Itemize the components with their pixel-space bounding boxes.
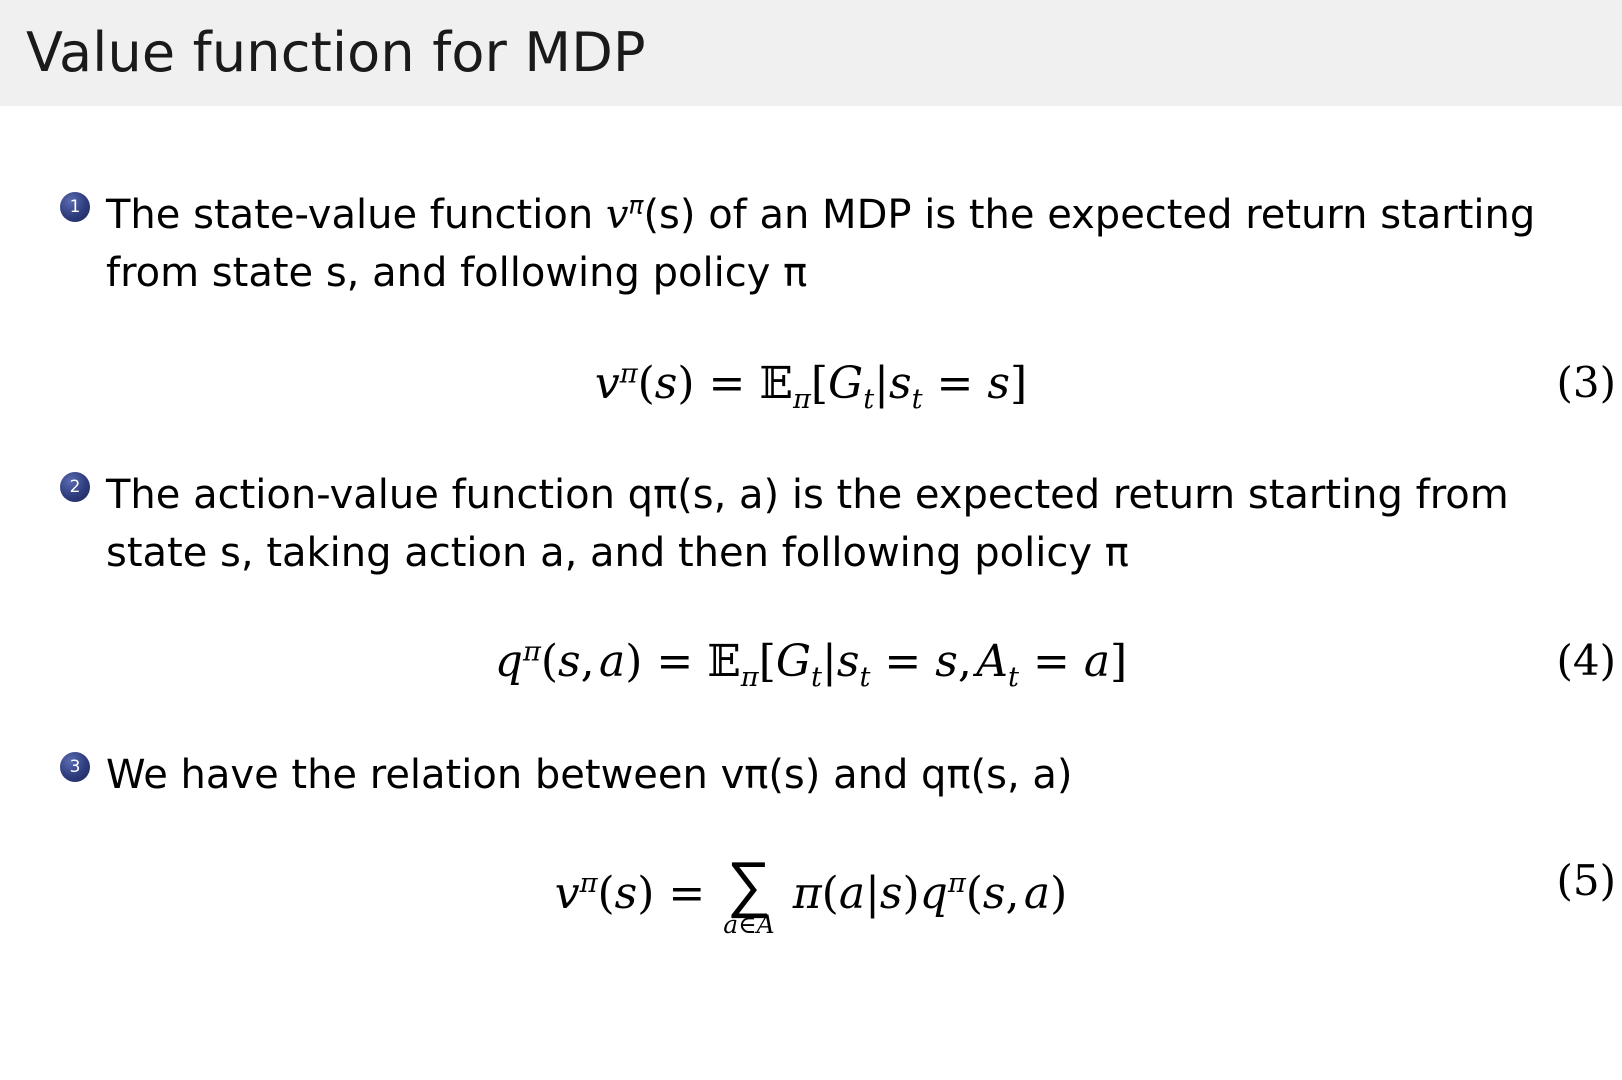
- equation-3-row: [0, 358, 1622, 415]
- page-title: Value function for MDP: [26, 21, 646, 85]
- list-item: [60, 466, 1560, 582]
- bullet-number-3: 3: [60, 752, 90, 782]
- equation-5-row: [0, 847, 1622, 940]
- equation-4: $q^\pi(s$, $a) = 𝔼_\pi[G_t|s_t = s$, $A_t = a$]: [494, 636, 1128, 693]
- symbol-pi-superscript: π: [628, 190, 644, 220]
- equation-5: $v^\pi(s)$ = ∑ a∈A $\pi(a|s)q^\pi(s$, a): [554, 847, 1068, 940]
- symbol-v: v: [605, 192, 629, 238]
- sigma-icon: ∑: [726, 847, 772, 920]
- slide-title-bar: [0, 0, 1622, 106]
- slide-content: [0, 106, 1622, 1080]
- equation-4-row: [0, 636, 1622, 693]
- equation-5-number: (5): [1556, 856, 1616, 905]
- bullet-text-1-part-a: The state-value function: [106, 192, 606, 238]
- bullet-text-1-part-b: (s) of an MDP is the expected return starting from state s, and following policy π: [106, 192, 1536, 296]
- equation-4-number: (4): [1556, 636, 1616, 685]
- bullet-text-3: We have the relation between vπ(s) and qπ(s, a): [106, 752, 1073, 798]
- bullet-text-2: The action-value function qπ(s, a) is the expected return starting from state s, taking action a, and then following policy π: [106, 472, 1509, 576]
- list-item: [60, 186, 1540, 302]
- summation-symbol: [723, 847, 775, 940]
- list-item: [60, 746, 1540, 804]
- bullet-number-2: 2: [60, 472, 90, 502]
- equation-3-number: (3): [1556, 358, 1616, 407]
- equation-3: $v^\pi(s)$ = $𝔼_\pi[G_t|s_t = s]$: [594, 358, 1028, 415]
- bullet-number-1: 1: [60, 192, 90, 222]
- bullet-text-1: [60, 186, 1540, 302]
- summation-index: a∈A: [723, 910, 775, 940]
